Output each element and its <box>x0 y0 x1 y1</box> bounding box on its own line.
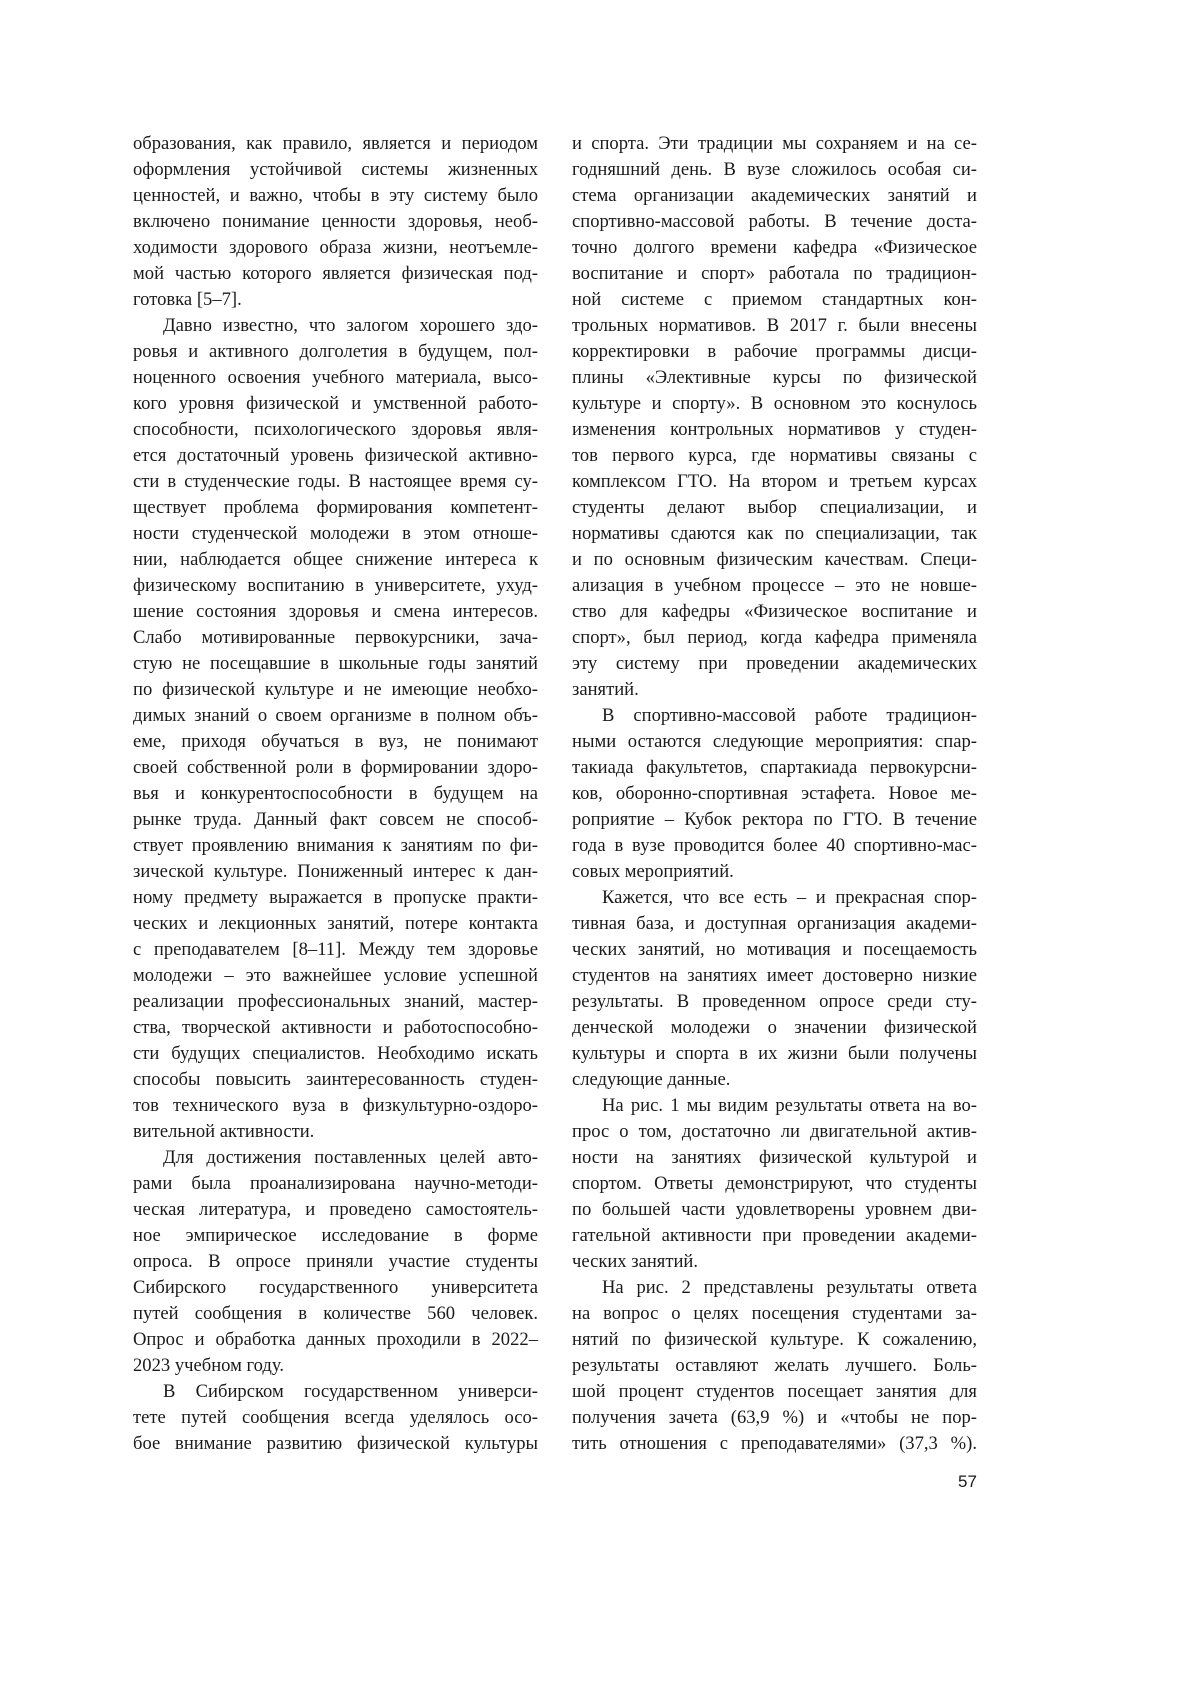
text-line: рынке труда. Данный факт совсем не способ- <box>133 807 538 833</box>
paragraph <box>572 1093 977 1275</box>
text-line: результаты оставляют желать лучшего. Боль- <box>572 1353 977 1379</box>
text-line: тов первого курса, где нормативы связаны с <box>572 443 977 469</box>
text-line: готовка [5–7]. <box>133 287 538 313</box>
page-number: 57 <box>958 1472 977 1492</box>
text-line: денческой молодежи о значении физической <box>572 1015 977 1041</box>
text-line: по большей части удовлетворены уровнем дви- <box>572 1197 977 1223</box>
text-line: Кажется, что все есть – и прекрасная спор- <box>572 885 977 911</box>
text-line: изменения контрольных нормативов у студен- <box>572 417 977 443</box>
paragraph <box>572 1275 977 1457</box>
text-line: стую не посещавшие в школьные годы занятий <box>133 651 538 677</box>
text-line: тивная база, и доступная организация академи- <box>572 911 977 937</box>
text-line: димых знаний о своем организме в полном объ- <box>133 703 538 729</box>
text-line: нормативы сдаются как по специализации, так <box>572 521 977 547</box>
text-line: реализации профессиональных знаний, мастер- <box>133 989 538 1015</box>
paragraph <box>133 1145 538 1379</box>
text-line: Сибирского государственного университета <box>133 1275 538 1301</box>
text-line: года в вузе проводится более 40 спортивно-мас- <box>572 833 977 859</box>
paragraph <box>133 313 538 1145</box>
text-line: трольных нормативов. В 2017 г. были внесены <box>572 313 977 339</box>
text-line: нятий по физической культуре. К сожалению, <box>572 1327 977 1353</box>
text-line: спортивно-массовой работы. В течение доста- <box>572 209 977 235</box>
text-line: совых мероприятий. <box>572 859 977 885</box>
text-line: ному предмету выражается в пропуске практи- <box>133 885 538 911</box>
text-line: годняшний день. В вузе сложилось особая си- <box>572 157 977 183</box>
paragraph <box>572 131 977 703</box>
text-line: спорт», был период, когда кафедра применяла <box>572 625 977 651</box>
text-line: ноценного освоения учебного материала, высо- <box>133 365 538 391</box>
text-line: и по основным физическим качествам. Специ- <box>572 547 977 573</box>
text-line: зической культуре. Пониженный интерес к дан- <box>133 859 538 885</box>
text-line: студентов на занятиях имеет достоверно низкие <box>572 963 977 989</box>
text-line: путей сообщения в количестве 560 человек. <box>133 1301 538 1327</box>
text-line: Опрос и обработка данных проходили в 2022– <box>133 1327 538 1353</box>
text-line: ческая литература, и проведено самостоятель- <box>133 1197 538 1223</box>
text-line: роприятие – Кубок ректора по ГТО. В течение <box>572 807 977 833</box>
text-line: ходимости здорового образа жизни, неотъемле- <box>133 235 538 261</box>
text-line: рами была проанализирована научно-методи- <box>133 1171 538 1197</box>
paragraph <box>572 703 977 885</box>
text-line: на вопрос о целях посещения студентами за- <box>572 1301 977 1327</box>
text-line: ков, оборонно-спортивная эстафета. Новое ме- <box>572 781 977 807</box>
text-line: точно долгого времени кафедра «Физическое <box>572 235 977 261</box>
text-line: такиада факультетов, спартакиада первокурсни- <box>572 755 977 781</box>
text-line: плины «Элективные курсы по физической <box>572 365 977 391</box>
text-line: способы повысить заинтересованность студен- <box>133 1067 538 1093</box>
text-line: оформления устойчивой системы жизненных <box>133 157 538 183</box>
text-line: Для достижения поставленных целей авто- <box>133 1145 538 1171</box>
text-line: ализация в учебном процессе – это не новше- <box>572 573 977 599</box>
text-line: вительной активности. <box>133 1119 538 1145</box>
text-column-left <box>133 131 538 1457</box>
text-line: воспитание и спорт» работала по традицион- <box>572 261 977 287</box>
text-line: культуры и спорта в их жизни были получены <box>572 1041 977 1067</box>
text-line: шение состояния здоровья и смена интересов. <box>133 599 538 625</box>
paragraph <box>133 131 538 313</box>
text-line: сти будущих специалистов. Необходимо искать <box>133 1041 538 1067</box>
text-line: На рис. 1 мы видим результаты ответа на во- <box>572 1093 977 1119</box>
text-line: результаты. В проведенном опросе среди сту- <box>572 989 977 1015</box>
text-line: 2023 учебном году. <box>133 1353 538 1379</box>
text-line: гательной активности при проведении академи- <box>572 1223 977 1249</box>
text-line: ческих занятий. <box>572 1249 977 1275</box>
text-line: На рис. 2 представлены результаты ответа <box>572 1275 977 1301</box>
text-line: опроса. В опросе приняли участие студенты <box>133 1249 538 1275</box>
text-line: корректировки в рабочие программы дисци- <box>572 339 977 365</box>
text-line: культуре и спорту». В основном это коснулось <box>572 391 977 417</box>
text-line: способности, психологического здоровья явля- <box>133 417 538 443</box>
text-line: образования, как правило, является и периодом <box>133 131 538 157</box>
text-line: ется достаточный уровень физической активно- <box>133 443 538 469</box>
paragraph <box>133 1379 538 1457</box>
text-line: ной системе с приемом стандартных кон- <box>572 287 977 313</box>
text-line: занятий. <box>572 677 977 703</box>
text-line: ствует проявлению внимания к занятиям по фи- <box>133 833 538 859</box>
text-line: прос о том, достаточно ли двигательной актив- <box>572 1119 977 1145</box>
text-line: и спорта. Эти традиции мы сохраняем и на се- <box>572 131 977 157</box>
text-line: эту систему при проведении академических <box>572 651 977 677</box>
text-line: вья и конкурентоспособности в будущем на <box>133 781 538 807</box>
text-line: мой частью которого является физическая под- <box>133 261 538 287</box>
text-line: шой процент студентов посещает занятия для <box>572 1379 977 1405</box>
text-line: кого уровня физической и умственной работо- <box>133 391 538 417</box>
text-line: ценностей, и важно, чтобы в эту систему было <box>133 183 538 209</box>
text-line: тете путей сообщения всегда уделялось осо- <box>133 1405 538 1431</box>
text-line: с преподавателем [8–11]. Между тем здоровье <box>133 937 538 963</box>
text-line: ными остаются следующие мероприятия: спар- <box>572 729 977 755</box>
text-line: ности на занятиях физической культурой и <box>572 1145 977 1171</box>
text-line: ществует проблема формирования компетент- <box>133 495 538 521</box>
text-line: своей собственной роли в формировании здоро- <box>133 755 538 781</box>
text-line: тов технического вуза в физкультурно-оздоро- <box>133 1093 538 1119</box>
text-line: по физической культуре и не имеющие необхо- <box>133 677 538 703</box>
text-line: стема организации академических занятий и <box>572 183 977 209</box>
text-line: ное эмпирическое исследование в форме <box>133 1223 538 1249</box>
text-line: физическому воспитанию в университете, ухуд- <box>133 573 538 599</box>
text-line: В спортивно-массовой работе традицион- <box>572 703 977 729</box>
text-line: нии, наблюдается общее снижение интереса к <box>133 547 538 573</box>
text-line: ровья и активного долголетия в будущем, пол- <box>133 339 538 365</box>
text-line: ности студенческой молодежи в этом отноше- <box>133 521 538 547</box>
text-line: Слабо мотивированные первокурсники, зача- <box>133 625 538 651</box>
text-line: ческих и лекционных занятий, потере контакта <box>133 911 538 937</box>
text-line: ство для кафедры «Физическое воспитание и <box>572 599 977 625</box>
text-line: ства, творческой активности и работоспособно- <box>133 1015 538 1041</box>
text-line: тить отношения с преподавателями» (37,3 %). <box>572 1431 977 1457</box>
text-line: комплексом ГТО. На втором и третьем курсах <box>572 469 977 495</box>
text-line: Давно известно, что залогом хорошего здо- <box>133 313 538 339</box>
text-line: следующие данные. <box>572 1067 977 1093</box>
paragraph <box>572 885 977 1093</box>
text-column-right <box>572 131 977 1457</box>
text-line: студенты делают выбор специализации, и <box>572 495 977 521</box>
text-line: спортом. Ответы демонстрируют, что студенты <box>572 1171 977 1197</box>
text-line: еме, приходя обучаться в вуз, не понимают <box>133 729 538 755</box>
text-line: молодежи – это важнейшее условие успешной <box>133 963 538 989</box>
text-line: сти в студенческие годы. В настоящее время су- <box>133 469 538 495</box>
text-line: бое внимание развитию физической культуры <box>133 1431 538 1457</box>
text-line: ческих занятий, но мотивация и посещаемость <box>572 937 977 963</box>
text-line: получения зачета (63,9 %) и «чтобы не пор- <box>572 1405 977 1431</box>
text-line: В Сибирском государственном универси- <box>133 1379 538 1405</box>
text-line: включено понимание ценности здоровья, необ- <box>133 209 538 235</box>
